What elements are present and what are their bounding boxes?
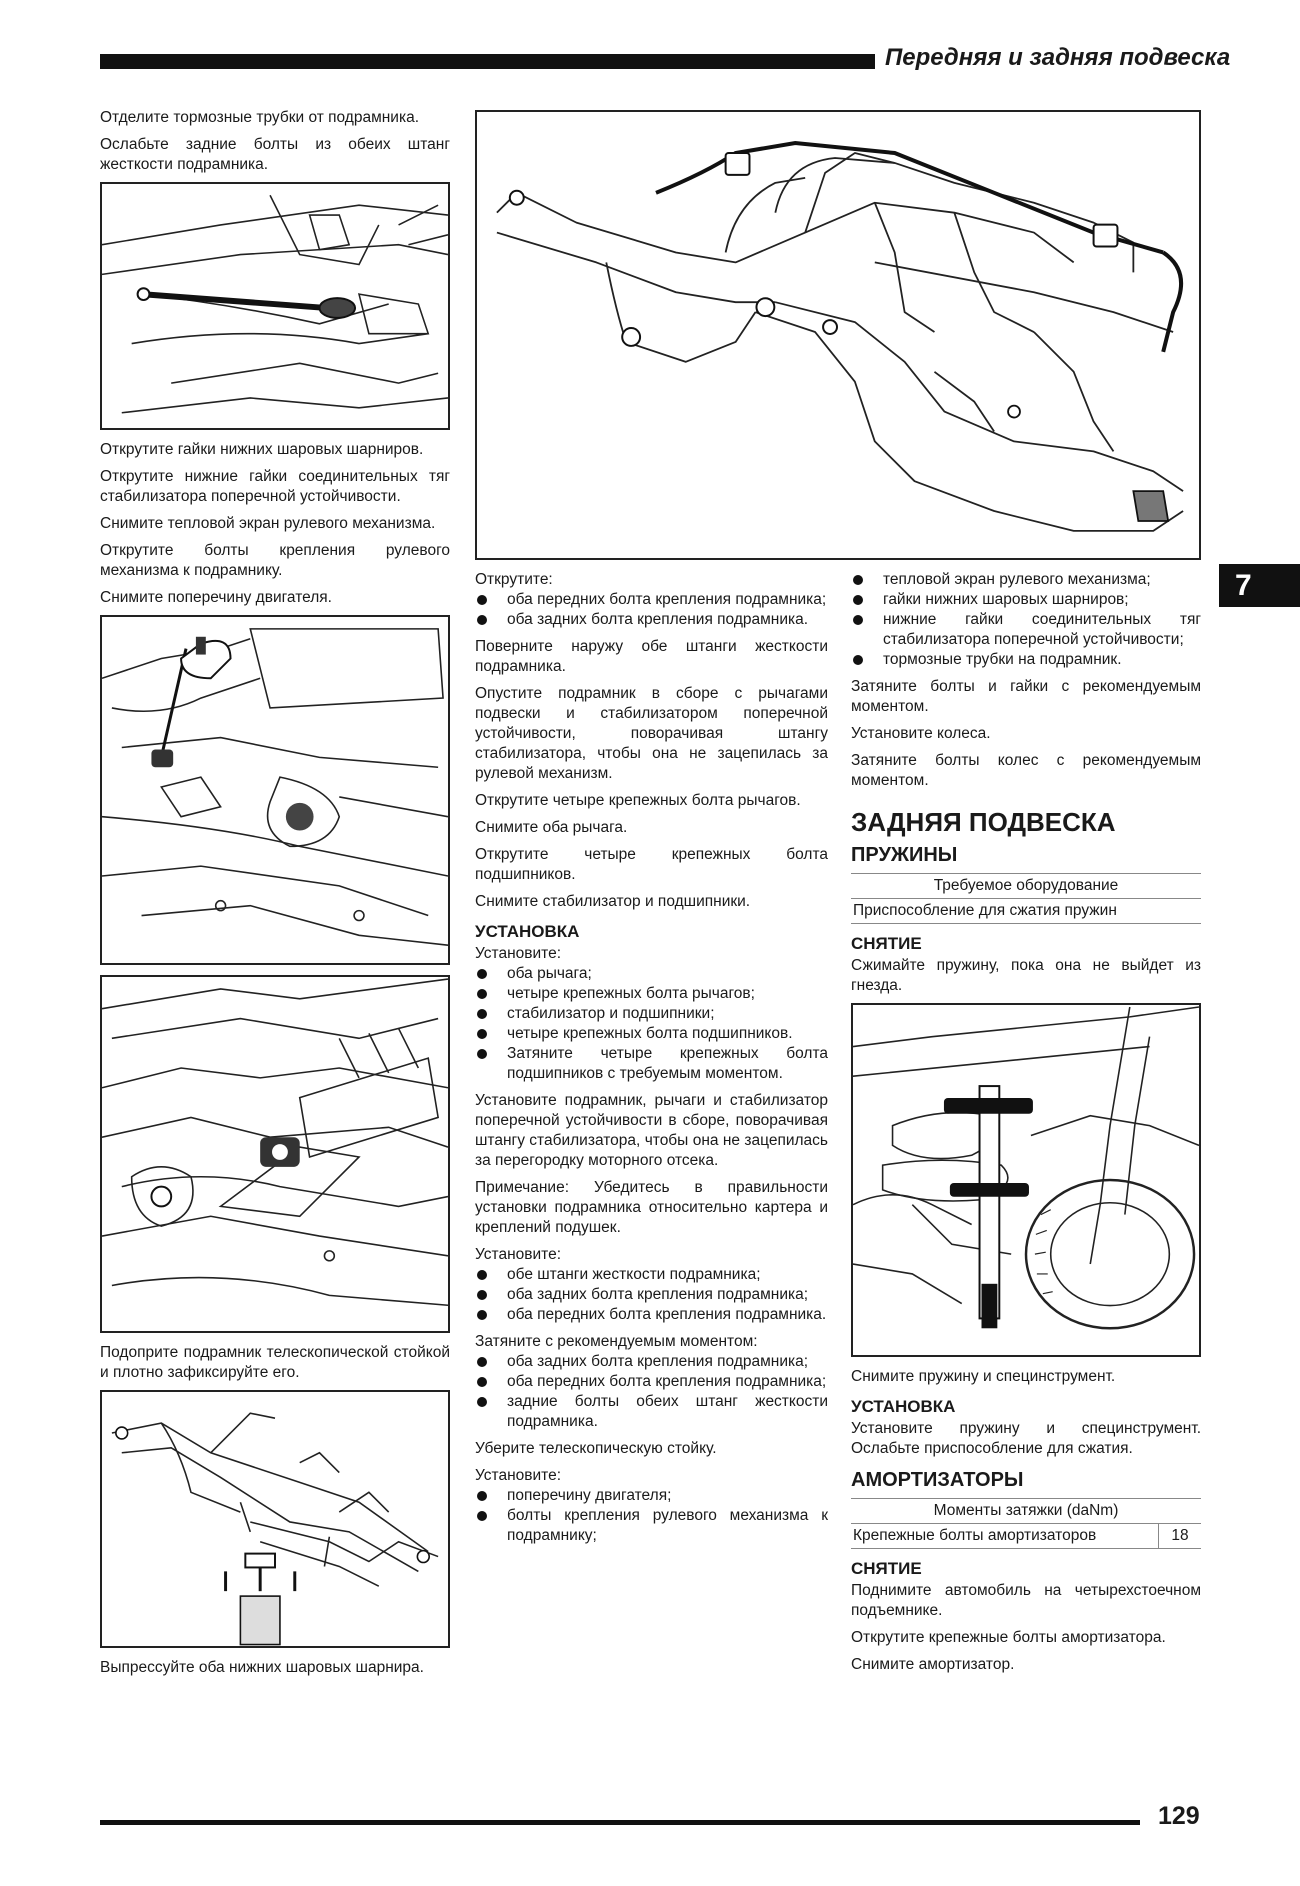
figure-stiffener-bar <box>100 182 450 430</box>
page-number: 129 <box>1158 1802 1200 1830</box>
list-item: стабилизатор и подшипники; <box>475 1004 828 1024</box>
list-label: Открутите: <box>475 571 553 588</box>
paragraph: Снимите тепловой экран рулевого механизма. <box>100 515 436 532</box>
paragraph: Снимите стабилизатор и подшипники. <box>475 893 751 910</box>
top-figure-wrapper <box>475 108 1201 570</box>
list-label: Установите: <box>475 945 562 962</box>
paragraph: Установите подрамник, рычаги и стабилизатор поперечной устойчивости в сборе, поворачивая штангу стабилизатора, чтобы она не зацепилась за перегородку моторного отсека. <box>475 1092 828 1169</box>
paragraph: Снимите амортизатор. <box>851 1656 1015 1673</box>
paragraph: Снимите пружину и специнструмент. <box>851 1368 1116 1385</box>
list-item: четыре крепежных болта рычагов; <box>475 984 828 1004</box>
install-list <box>475 964 828 1084</box>
paragraph: Открутите четыре крепежных болта рычагов. <box>475 792 801 809</box>
paragraph: Затяните болты колес с рекомендуемым моментом. <box>851 752 1201 789</box>
paragraph: Отделите тормозные трубки от подрамника. <box>100 109 420 126</box>
telescopic-jack-illustration <box>102 1392 448 1646</box>
tighten-list <box>475 1352 828 1432</box>
list-item: поперечину двигателя; <box>475 1486 828 1506</box>
section-heading-install: УСТАНОВКА <box>475 922 580 941</box>
note-paragraph: Примечание: Убедитесь в правильности установки подрамника относительно картера и креплений подушек. <box>475 1179 828 1236</box>
list-item: оба передних болта крепления подрамника; <box>475 590 828 610</box>
list-label: Затяните с рекомендуемым моментом: <box>475 1333 758 1350</box>
paragraph: Ослабьте задние болты из обеих штанг жесткости подрамника. <box>100 136 450 173</box>
column-left <box>100 108 450 1685</box>
unscrew-list <box>475 590 828 630</box>
list-item: тормозные трубки на подрамник. <box>851 650 1201 670</box>
torque-table-header: Моменты затяжки (daNm) <box>851 1499 1201 1524</box>
paragraph: Поверните наружу обе штанги жесткости подрамника. <box>475 638 828 675</box>
column-right <box>851 570 1201 1682</box>
list-item: обе штанги жесткости подрамника; <box>475 1265 828 1285</box>
paragraph: Выпрессуйте оба нижних шаровых шарнира. <box>100 1659 424 1676</box>
figure-spring-compressor <box>851 1003 1201 1357</box>
torque-table <box>851 1498 1201 1549</box>
section-heading-shock-absorbers: АМОРТИЗАТОРЫ <box>851 1469 1024 1491</box>
equipment-table-header: Требуемое оборудование <box>851 874 1201 899</box>
paragraph: Затяните болты и гайки с рекомендуемым моментом. <box>851 678 1201 715</box>
list-item: задние болты обеих штанг жесткости подрамника. <box>475 1392 828 1432</box>
steering-mount-illustration <box>102 977 448 1331</box>
list-item: оба рычага; <box>475 964 828 984</box>
list-item: оба передних болта крепления подрамника; <box>475 1372 828 1392</box>
list-item: оба задних болта крепления подрамника; <box>475 1285 828 1305</box>
paragraph: Открутите болты крепления рулевого механизма к подрамнику. <box>100 542 450 579</box>
section-heading-removal: СНЯТИЕ <box>851 1559 922 1578</box>
paragraph: Открутите нижние гайки соединительных тяг стабилизатора поперечной устойчивости. <box>100 468 450 505</box>
paragraph: Подоприте подрамник телескопической стойкой и плотно зафиксируйте его. <box>100 1344 450 1381</box>
section-heading-install: УСТАНОВКА <box>851 1397 956 1416</box>
list-item: оба задних болта крепления подрамника. <box>475 610 828 630</box>
equipment-table-item: Приспособление для сжатия пружин <box>851 899 1201 924</box>
paragraph: Установите колеса. <box>851 725 991 742</box>
figure-stabilizer-link <box>100 615 450 965</box>
equipment-table <box>851 873 1201 924</box>
section-heading-springs: ПРУЖИНЫ <box>851 844 958 866</box>
footer-rule <box>100 1820 1140 1825</box>
stabilizer-link-illustration <box>102 617 448 963</box>
list-item: болты крепления рулевого механизма к подрамнику; <box>475 1506 828 1546</box>
paragraph: Открутите крепежные болты амортизатора. <box>851 1629 1166 1646</box>
list-label: Установите: <box>475 1467 562 1484</box>
paragraph: Снимите поперечину двигателя. <box>100 589 332 606</box>
paragraph: Установите пружину и специнструмент. Ослабьте приспособление для сжатия. <box>851 1420 1201 1457</box>
spring-compressor-illustration <box>853 1005 1199 1355</box>
paragraph: Открутите гайки нижних шаровых шарниров. <box>100 441 424 458</box>
list-item: нижние гайки соединительных тяг стабилизатора поперечной устойчивости; <box>851 610 1201 650</box>
paragraph: Открутите четыре крепежных болта подшипников. <box>475 846 828 883</box>
paragraph: Снимите оба рычага. <box>475 819 628 836</box>
running-header-title: Передняя и задняя подвеска <box>885 44 1231 71</box>
paragraph: Сжимайте пружину, пока она не выйдет из гнезда. <box>851 957 1201 994</box>
torque-table-value: 18 <box>1159 1524 1202 1549</box>
list-label: Установите: <box>475 1246 562 1263</box>
section-heading-removal: СНЯТИЕ <box>851 934 922 953</box>
torque-table-item: Крепежные болты амортизаторов <box>851 1524 1159 1549</box>
list-item: тепловой экран рулевого механизма; <box>851 570 1201 590</box>
install2-list <box>475 1265 828 1325</box>
figure-subframe-assembly <box>475 110 1201 560</box>
column-middle <box>475 570 828 1553</box>
list-item: четыре крепежных болта подшипников. <box>475 1024 828 1044</box>
figure-telescopic-jack <box>100 1390 450 1648</box>
subframe-assembly-illustration <box>477 112 1199 558</box>
install3-list <box>475 1486 828 1546</box>
chapter-tab: 7 <box>1219 564 1300 607</box>
stiffener-bar-illustration <box>102 184 448 428</box>
list-item: оба задних болта крепления подрамника; <box>475 1352 828 1372</box>
continued-list <box>851 570 1201 670</box>
list-item: Затяните четыре крепежных болта подшипников с требуемым моментом. <box>475 1044 828 1084</box>
paragraph: Опустите подрамник в сборе с рычагами подвески и стабилизатором поперечной устойчивости, поворачивая штангу стабилизатора, чтобы она не зацепилась за рулевой механизм. <box>475 685 828 782</box>
figure-steering-mount <box>100 975 450 1333</box>
paragraph: Поднимите автомобиль на четырехстоечном подъемнике. <box>851 1582 1201 1619</box>
header-rule <box>100 54 875 69</box>
section-heading-rear-suspension: ЗАДНЯЯ ПОДВЕСКА <box>851 807 1116 837</box>
paragraph: Уберите телескопическую стойку. <box>475 1440 717 1457</box>
list-item: гайки нижних шаровых шарниров; <box>851 590 1201 610</box>
list-item: оба передних болта крепления подрамника. <box>475 1305 828 1325</box>
